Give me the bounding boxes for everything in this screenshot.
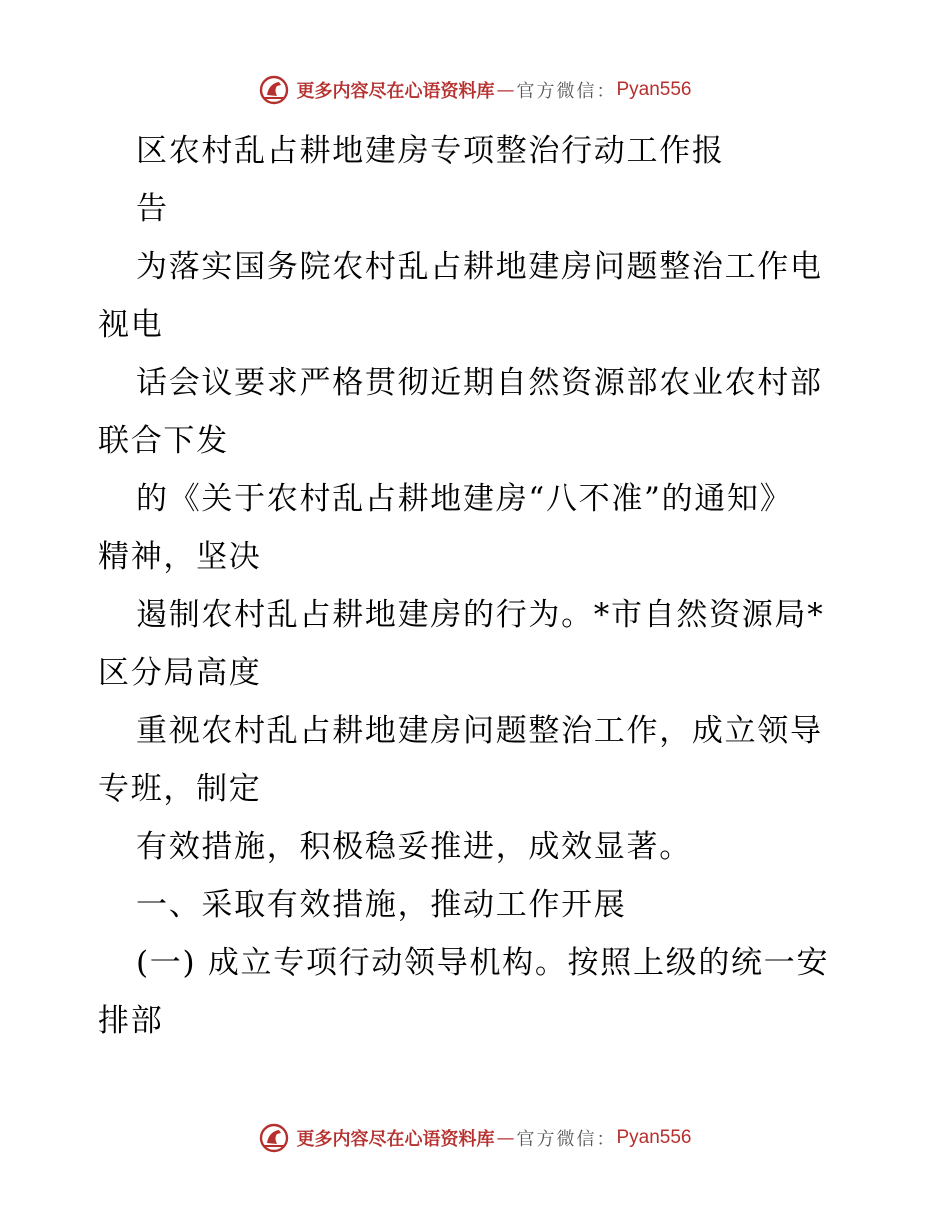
banner-wechat-id: Pyan556 xyxy=(616,79,692,100)
footer-banner xyxy=(0,1118,950,1158)
banner-site-name: 更多内容尽在心语资料库 xyxy=(296,1129,495,1150)
doc-paragraph-line: 排部 xyxy=(98,1003,164,1039)
doc-paragraph-line: 有效措施，积极稳妥推进，成效显著。 xyxy=(136,829,692,865)
doc-paragraph-line: 的《关于农村乱占耕地建房“八不准”的通知》 xyxy=(136,481,793,517)
doc-paragraph-line: 精神，坚决 xyxy=(98,539,262,575)
banner-dash: — xyxy=(496,1127,515,1149)
banner-dash: — xyxy=(496,79,515,101)
doc-paragraph-line: 专班，制定 xyxy=(98,771,262,807)
banner-wechat-label: 官方微信： xyxy=(516,1129,617,1150)
horse-logo-icon xyxy=(258,74,290,106)
doc-paragraph-line: 为落实国务院农村乱占耕地建房问题整治工作电 xyxy=(136,249,823,285)
banner-wechat-id: Pyan556 xyxy=(616,1127,692,1148)
doc-paragraph-line: 联合下发 xyxy=(98,423,229,459)
doc-section-heading: 一、采取有效措施，推动工作开展 xyxy=(136,887,627,923)
doc-subsection-line: (一) 成立专项行动领导机构。按照上级的统一安 xyxy=(136,945,830,981)
doc-title-line-1: 区农村乱占耕地建房专项整治行动工作报 xyxy=(136,133,725,169)
doc-paragraph-line: 视电 xyxy=(98,307,164,343)
horse-logo-icon xyxy=(258,1122,290,1154)
doc-title-line-2: 告 xyxy=(136,191,169,227)
doc-paragraph-line: 话会议要求严格贯彻近期自然资源部农业农村部 xyxy=(136,365,823,401)
banner-site-name: 更多内容尽在心语资料库 xyxy=(296,81,495,102)
doc-paragraph-line: 重视农村乱占耕地建房问题整治工作，成立领导 xyxy=(136,713,823,749)
banner-wechat-label: 官方微信： xyxy=(516,81,617,102)
doc-paragraph-line: 区分局高度 xyxy=(98,655,262,691)
document-body xyxy=(98,122,858,1050)
doc-paragraph-line: 遏制农村乱占耕地建房的行为。*市自然资源局* xyxy=(136,597,825,633)
header-banner xyxy=(0,70,950,110)
